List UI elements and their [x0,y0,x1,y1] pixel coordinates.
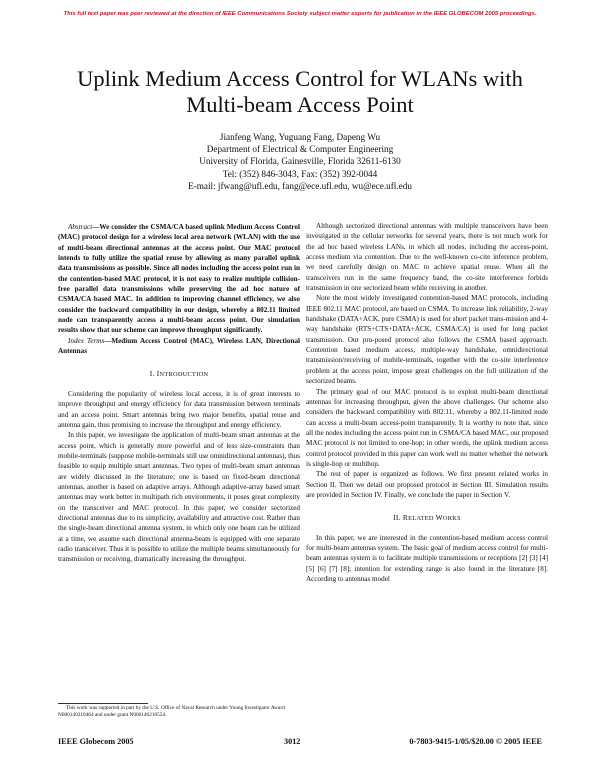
abstract-label: Abstract [68,223,93,231]
index-terms-label: Index Terms [68,336,105,345]
title-line-1: Uplink Medium Access Control for WLANs with [77,66,523,91]
author-block [60,131,540,192]
author-names: Jianfeng Wang, Yuguang Fang, Dapeng Wu [219,132,381,142]
abstract-text: We consider the CSMA/CA based uplink Medium Access Control (MAC) protocol design for a wireless local area network (WLAN) with the use of multi-beam directional antennas at the access point. Our MAC protocol intends to fully utilize the spatial reuse by allowing as many parallel uplink data transmissions as possible. Since all nodes including the access point run in the contention-based MAC protocol, it is not easy to realize multiple collision-free parallel data transmissions while preserving the ad hoc nature of CSMA/CA based MAC. In addition to improving channel efficiency, we also consider the backward compatibility in our design, whereby a 802.11 limited node can transparently access a multi-beam access point. Our simulation results show that our scheme can improve throughput significantly. [58,223,300,335]
paragraph: Considering the popularity of wireless local access, it is of great interests to improve throughput and energy efficiency for data transmission between terminals and an access point. Smart antennas bring two major benefits, spatial reuse and antenna gain, thus promising to increase the throughput and energy efficiency. [58,389,300,429]
footer-copyright: 0-7803-9415-1/05/$20.00 © 2005 IEEE [409,737,542,746]
footer-conference: IEEE Globecom 2005 [58,737,134,746]
paragraph: The primary goal of our MAC protocol is to exploit multi-beam directional antennas for increasing throughput, given the above challenges. Our scheme also considers the backward compatibility with 802.11, whereby a 802.11-limited node can access a multi-beam access-point transparently. It is worthy to note that, since all the nodes including the access point run in CSMA/CA based MAC, our proposed MAC protocol is not limited to one-hop; in other words, the uplink medium access control protocol provided in this paper can work well no matter whether the network is single-hop or multihop. [306,387,548,468]
section-heading-introduction: I. INTRODUCTION [149,369,209,379]
footnote-divider [58,703,148,704]
index-terms-text: Medium Access Control (MAC), Wireless LAN, Directional Antennas [58,336,301,356]
abstract: Abstract—We consider the CSMA/CA based uplink Medium Access Control (MAC) protocol design for a wireless local area network (WLAN) with the use of multi-beam directional antennas at the access point. Our MAC protocol intends to fully utilize the spatial reuse by allowing as many parallel uplink data transmissions as possible. Since all nodes including the access point run in the contention-based MAC protocol, it is not easy to realize multiple collision-free parallel data transmissions while preserving the ad hoc nature of CSMA/CA based MAC. In addition to improving channel efficiency, we also consider the backward compatibility in our design, whereby a 802.11 limited node can transparently access a multi-beam access point. Our simulation results show that our scheme can improve throughput significantly. [58,223,300,335]
paragraph: In this paper, we investigate the application of multi-beam smart antennas at the access point, which is generally more powerful and of less size-constraints than mobile-terminals (suppose mobile-terminals still use omnidirectional antennas), thus feasible to equip multiple smart antennas. Two types of multi-beam smart antennas are widely discussed in the literature; one is based on fixed-beam directional antennas, another is based on adaptive arrays. Although adaptive-array based smart antennas may work better in multipath rich environments, it poses great complexity on the transceiver and MAC protocol. In this paper, we consider sectorized directional antennas due to its simplicity, availability and attractive cost. Rather than the single-beam directional antenna system, in which only one beam can be utilized at a time, we assume each directional antenna-beam is equipped with one separate radio transceiver. Thus it is possible to utilize the multiple beams simultaneously for transmission or receiving, dramatically increasing the throughput. [58,431,300,564]
author-phone: Tel: (352) 846-3043, Fax: (352) 392-0044 [222,168,378,179]
peer-review-banner: This full text paper was peer reviewed at the direction of IEEE Communications Society subject matter experts for publication in the IEEE GLOBECOM 2005 proceedings. [63,11,537,17]
footnote: This work was supported in part by the U.S. Office of Naval Research under Young Investigator Award N000140210464 and under grant N000140210554. [58,705,285,719]
paragraph: In this paper, we are interested in the contention-based medium access control for multi-beam antennas system. The basic goal of medium access control for multi-beam antennas system is to facilitate multiple transmissions or receptions [2] [3] [4] [5] [6] [7] [8]; intention for extending range is also found in the literature [8]. According to antennas model [306,533,548,583]
left-column [58,222,300,565]
author-email: E-mail: jfwang@ufl.edu, fang@ece.ufl.edu, wu@ece.ufl.edu [188,180,412,191]
section-heading-related-works: II. RELATED WORKS [393,513,461,523]
page-number: 3012 [284,737,301,746]
author-department: Department of Electrical & Computer Engineering [206,144,394,155]
title-line-2: Multi-beam Access Point [186,92,414,117]
paragraph: Although sectorized directional antennas with multiple transceivers have been investigated in the cellular networks for several years, there is not much work for the ad hoc based wireless LANs, in which all nodes, including the access-point, access medium via contention. Due to the well-known co-cite inference problem, we need carefully design on MAC to achieve spatial reuse. When all the transceivers run in the same frequency band, the co-site interference forbids transmission in one sectorized beam while receiving in another. [306,222,548,293]
paper-title [40,66,560,118]
paragraph: The rest of paper is organized as follows. We first present related works in Section II. Then we detail our proposed protocol in Section III. Simulation results are provided in Section IV. Finally, we conclude the paper in Section V. [306,470,548,499]
paragraph: Note the most widely investigated contention-based MAC protocols, including IEEE 802.11 MAC protocol, are based on CSMA. To increase link reliability, 2-way handshake (DATA+ACK, pure CSMA) is used for short packet trans-mission and 4-way handshake (RTS+CTS+DATA+ACK, CSMA/CA) is used for long packet transmission. Our pro-posed protocol also follows the CSMA based approach. Contention based medium access, multiple-way handshake, omnidirectional transmission/receiving of mobile-terminals, together with the co-site interference problem at the access point, impose great challenges on the full utilization of the sectorized beams. [306,294,548,386]
author-university: University of Florida, Gainesville, Florida 32611-6130 [199,156,401,167]
right-column [306,221,548,584]
index-terms: Index Terms—Medium Access Control (MAC), Wireless LAN, Directional Antennas [58,336,301,356]
